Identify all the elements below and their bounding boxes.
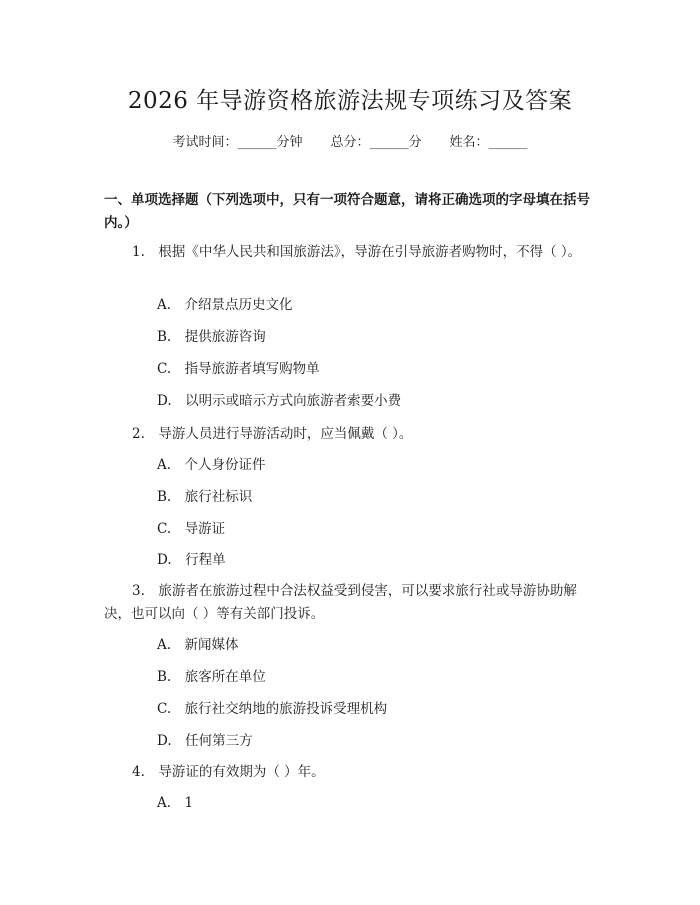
question-1-stem: 1. 根据《中华人民共和国旅游法》，导游在引导旅游者购物时，不得（ ）。: [132, 244, 582, 260]
exam-meta: [0, 131, 700, 150]
question-4-option-a: A. 1: [157, 795, 194, 811]
question-3-stem: 3. 旅游者在旅游过程中合法权益受到侵害，可以要求旅行社或导游协助解决，也可以向（ ）等有关部门投诉。: [104, 583, 577, 622]
question-4-stem: 4. 导游证的有效期为（ ）年。: [132, 764, 325, 780]
question-3-option-a: A. 新闻媒体: [157, 637, 239, 653]
question-3-option-b: B. 旅客所在单位: [157, 669, 266, 685]
question-2-option-b: B. 旅行社标识: [157, 489, 253, 505]
section-heading: 一、单项选择题（下列选项中，只有一项符合题意，请将正确选项的字母填在括号内。）: [104, 192, 590, 231]
question-2-option-c: C. 导游证: [157, 521, 226, 537]
question-1-option-b: B. 提供旅游咨询: [157, 329, 266, 345]
question-3-option-d: D. 任何第三方: [157, 733, 253, 749]
total-score-field: 总分：______分: [330, 135, 422, 150]
question-1-option-d: D. 以明示或暗示方式向旅游者索要小费: [157, 393, 402, 409]
question-1-option-c: C. 指导旅游者填写购物单: [157, 361, 320, 377]
question-2-option-d: D. 行程单: [157, 552, 226, 568]
question-1-option-a: A. 介绍景点历史文化: [157, 297, 293, 313]
document-title: 2026 年导游资格旅游法规专项练习及答案: [127, 88, 573, 114]
question-3-option-c: C. 旅行社交纳地的旅游投诉受理机构: [157, 701, 388, 717]
question-2-option-a: A. 个人身份证件: [157, 457, 266, 473]
exam-time-field: 考试时间：______分钟: [172, 135, 303, 150]
name-field: 姓名：______: [449, 135, 528, 150]
question-2-stem: 2. 导游人员进行导游活动时，应当佩戴（ ）。: [132, 426, 413, 442]
